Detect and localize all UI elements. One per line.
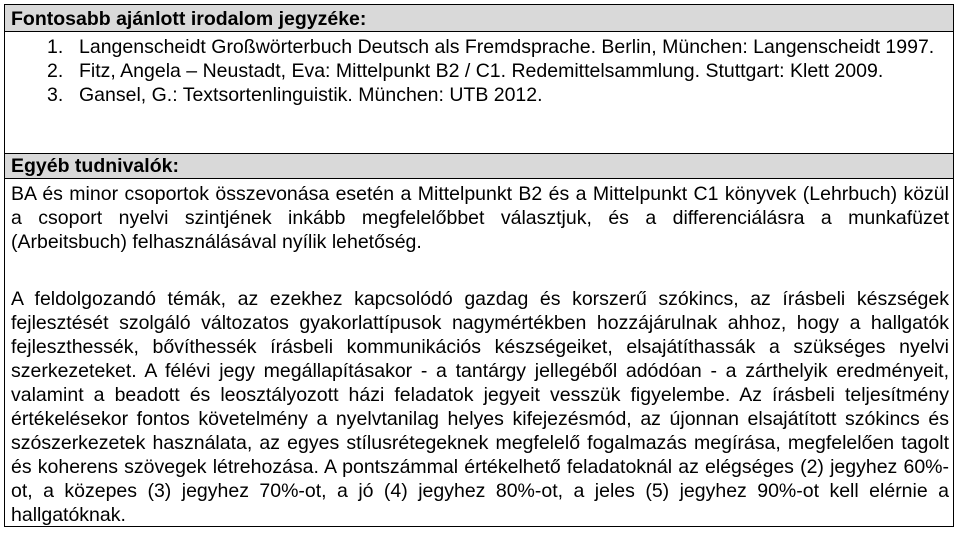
info-paragraph-2: A feldolgozandó témák, az ezekhez kapcsolódó gazdag és korszerű szókincs, az írásbeli készségek fejlesztését szolgáló változatos gyakorlattípusok nagymértékben hozzájárulnak ahhoz, hogy a hallgatók fejleszthessék, bővíthessék írásbeli kommunikációs készségeiket, elsajátíthassák a szükséges nyelvi szerkezeteket. A félévi jegy megállapításakor - a tantárgy jellegéből adódóan - a zárthelyik eredményeit, valamint a beadott és leosztályozott házi feladatok jegyeit vesszük figyelembe. Az írásbeli teljesítmény értékelésekor fontos követelmény a nyelvtanilag helyes kifejezésmód, az újonnan elsajátított szókincs és szószerkezetek használata, az egyes stílusrétegeknek megfelelő fogalmazás megírása, megfelelően tagolt és koherens szövegek létrehozása. A pontszámmal értékelhető feladatoknál az elégséges (2) jegyhez 60%-ot, a közepes (3) jegyhez 70%-ot, a jó (4) jegyhez 80%-ot, a jeles (5) jegyhez 90%-ot kell elérnie a hallgatóknak. xyxy=(11,288,949,526)
list-item-text: Langenscheidt Großwörterbuch Deutsch als Fremdsprache. Berlin, München: Langenscheidt 1997. xyxy=(79,36,935,58)
document-table xyxy=(4,4,954,527)
literature-list xyxy=(11,35,951,107)
list-item xyxy=(11,35,951,59)
other-info-heading-row xyxy=(5,153,953,179)
list-item-number: 1. xyxy=(47,36,64,58)
list-item-number: 2. xyxy=(47,60,64,82)
list-item-number: 3. xyxy=(47,84,64,106)
list-item-text: Fitz, Angela – Neustadt, Eva: Mittelpunkt B2 / C1. Redemittelsammlung. Stuttgart: Klett 2009. xyxy=(79,60,884,82)
literature-heading: Fontosabb ajánlott irodalom jegyzéke: xyxy=(11,8,367,30)
list-item-text: Gansel, G.: Textsortenlinguistik. München: UTB 2012. xyxy=(79,84,543,106)
other-info-heading: Egyéb tudnivalók: xyxy=(11,155,179,177)
list-item xyxy=(11,83,951,107)
info-paragraph-1: BA és minor csoportok összevonása esetén a Mittelpunkt B2 és a Mittelpunkt C1 könyvek (Lehrbuch) közül a csoport nyelvi szintjének inkább megfelelőbbet választjuk, és a differenciálásra a munkafüzet (Arbeitsbuch) felhasználásával nyílik lehetőség. xyxy=(11,183,949,253)
list-item xyxy=(11,59,951,83)
literature-heading-row xyxy=(5,5,953,32)
